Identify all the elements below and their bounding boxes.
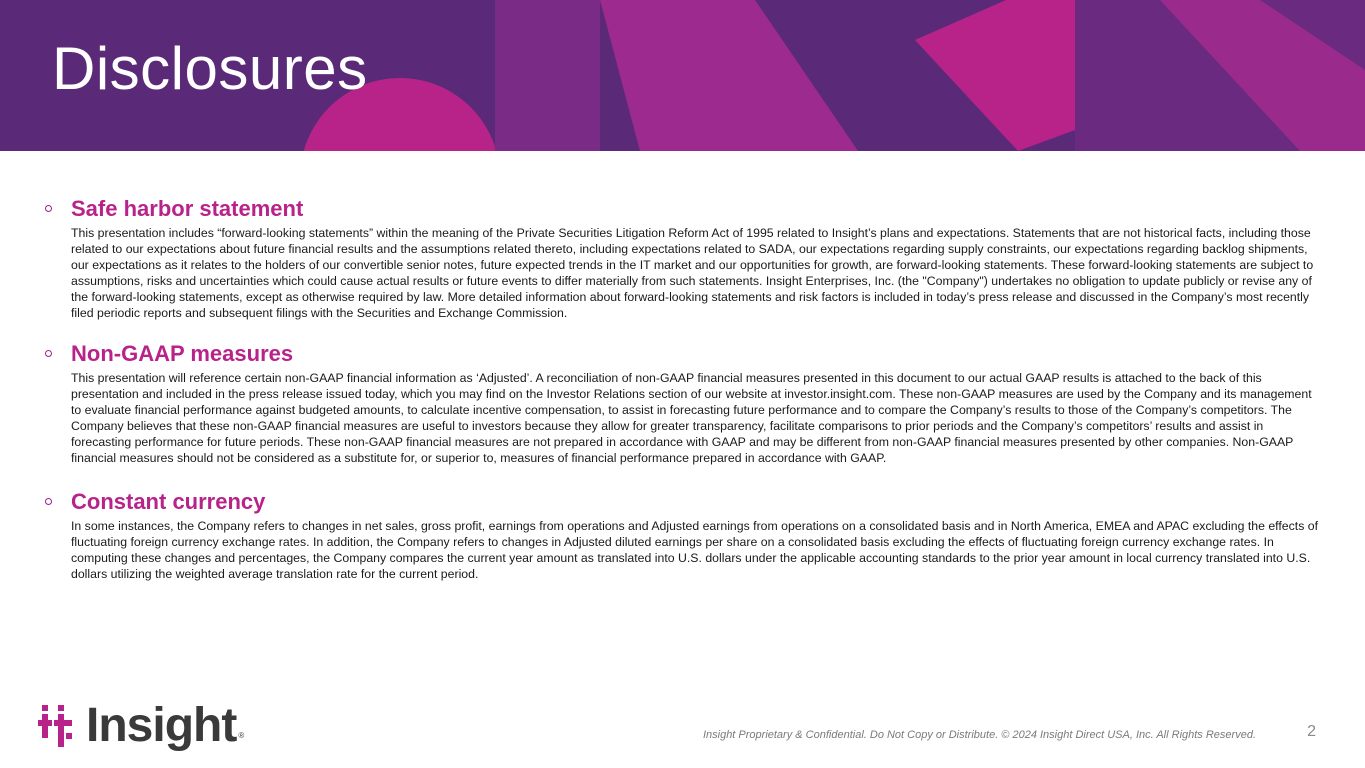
bullet-icon bbox=[45, 498, 52, 505]
section-title: Constant currency bbox=[71, 489, 266, 514]
logo-wordmark: Insight bbox=[86, 699, 237, 752]
section-body: In some instances, the Company refers to changes in net sales, gross profit, earnings from operations and Adjusted earnings from operations on a consolidated basis and in North America, EMEA and APAC excluding the effects of fluctuating foreign currency exchange rates. In addition, the Company refers to changes in Adjusted diluted earnings per share on a consolidated basis excluding the effects of fluctuating foreign currency exchange rates. In computing these changes and percentages, the Company compares the current year amount as translated into U.S. dollars under the applicable accounting standards to the prior year amount in local currency translated into U.S. dollars utilizing the weighted average translation rate for the current period. bbox=[71, 519, 1319, 581]
section-title: Safe harbor statement bbox=[71, 196, 304, 221]
page-number: 2 bbox=[1307, 723, 1316, 740]
page-title: Disclosures bbox=[52, 35, 368, 102]
section-body: This presentation includes “forward-looking statements” within the meaning of the Private Securities Litigation Reform Act of 1995 related to Insight’s plans and expectations. Statements that are not historical facts, including those related to our expectations about future financial results and the assumptions related thereto, including expectations related to SADA, our expectations regarding supply constraints, our expectations regarding backlog shipments, our expectations as it relates to the holders of our convertible senior notes, future expected trends in the IT market and our opportunities for growth, are forward-looking statements. These forward-looking statements are subject to assumptions, risks and uncertainties which could cause actual results or future events to differ materially from such statements. Insight Enterprises, Inc. (the "Company") undertakes no obligation to update publicly or revise any of the forward-looking statements, except as otherwise required by law. More detailed information about forward-looking statements and risk factors is included in today’s press release and discussed in the Company’s most recently filed periodic reports and subsequent filings with the Securities and Exchange Commission. bbox=[71, 226, 1314, 320]
section-title: Non-GAAP measures bbox=[71, 341, 294, 366]
insight-logo-mark-icon bbox=[38, 705, 76, 747]
bullet-icon bbox=[45, 350, 52, 357]
logo-registered-mark: ® bbox=[238, 731, 245, 740]
banner-diagonal-shape bbox=[600, 0, 858, 151]
header-banner bbox=[0, 0, 1365, 151]
banner-triangle-shape bbox=[915, 0, 1075, 151]
banner-panel-shape bbox=[495, 0, 600, 151]
footer-confidentiality-note: Insight Proprietary & Confidential. Do Not Copy or Distribute. © 2024 Insight Direct USA, Inc. All Rights Reserved. bbox=[702, 729, 1256, 741]
bullet-icon bbox=[45, 205, 52, 212]
section-body: This presentation will reference certain non-GAAP financial information as ‘Adjusted’. A reconciliation of non-GAAP financial measures presented in this document to our actual GAAP results is attached to the back of this presentation and included in the press release issued today, which you may find on the Investor Relations section of our website at investor.insight.com. These non-GAAP measures are used by the Company and its management to evaluate financial performance against budgeted amounts, to calculate incentive compensation, to assist in forecasting future performance and to compare the Company’s results to those of the Company’s competitors. The Company believes that these non-GAAP financial measures are useful to investors because they allow for greater transparency, facilitate comparisons to prior periods and the Company’s competitors’ results and assist in forecasting performance for future periods. These non-GAAP financial measures are not prepared in accordance with GAAP and may be different from non-GAAP financial measures presented by other companies. Non-GAAP financial measures should not be considered as a substitute for, or superior to, measures of financial performance prepared in accordance with GAAP. bbox=[71, 371, 1312, 465]
insight-logo bbox=[38, 699, 245, 752]
